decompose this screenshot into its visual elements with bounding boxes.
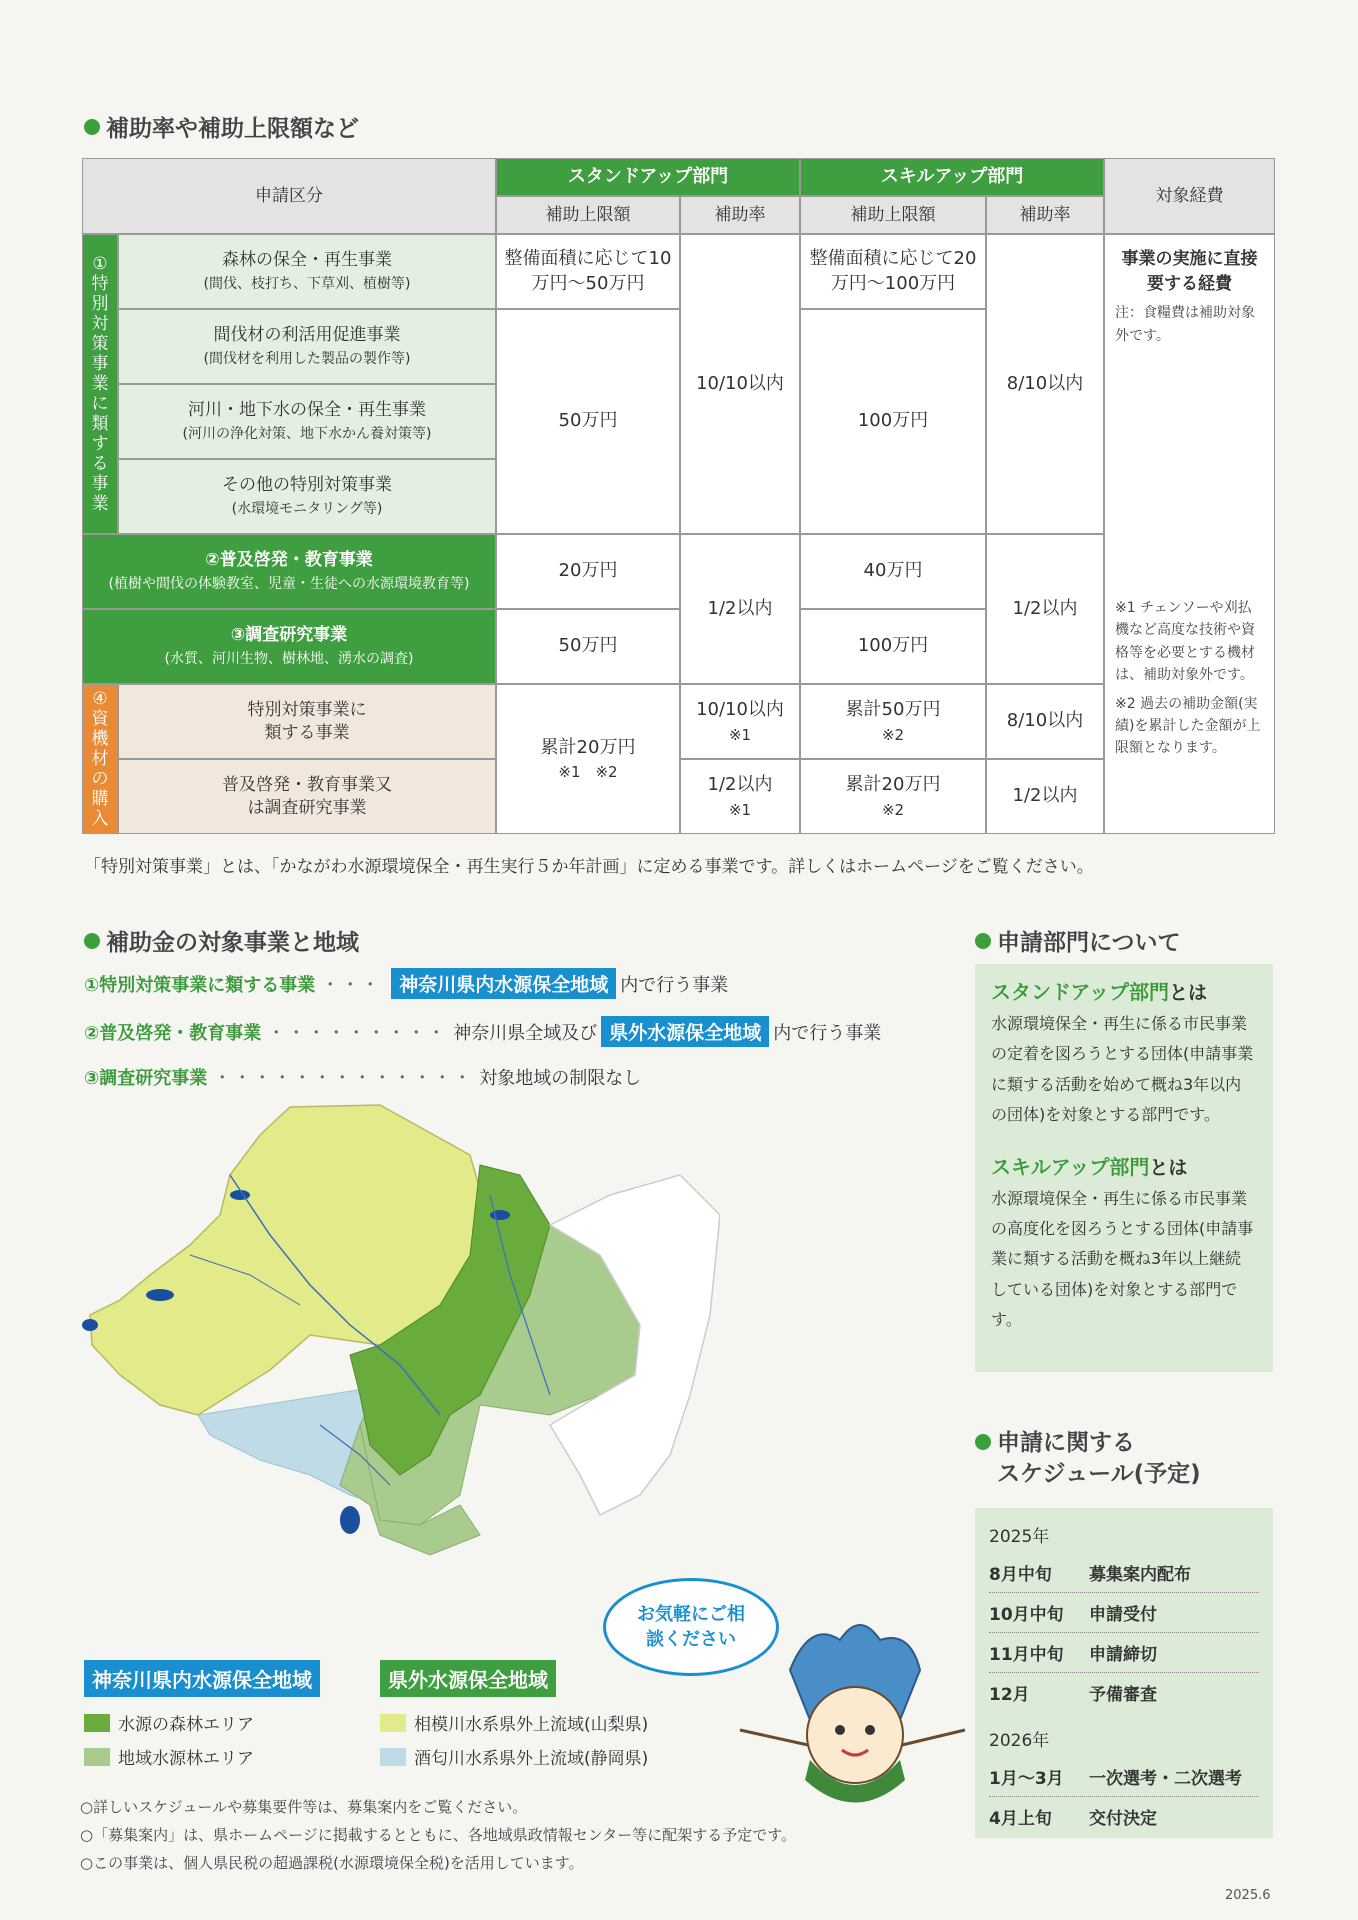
mascot-icon xyxy=(730,1610,970,1810)
section-title-targets: 補助金の対象事業と地域 xyxy=(84,924,359,957)
schedule-row: 1月〜3月 一次選考・二次選考 xyxy=(989,1757,1259,1797)
swatch-forest xyxy=(84,1714,110,1732)
sk-100-limit: 100万円 xyxy=(800,309,986,534)
header-sk-limit: 補助上限額 xyxy=(800,196,986,234)
rate-table xyxy=(82,158,1275,834)
header-su-rate: 補助率 xyxy=(680,196,800,234)
sk-rate-3: 8/10以内 xyxy=(986,684,1104,759)
date-code: 2025.6 xyxy=(1225,1888,1271,1903)
footnote-2: ○「募集案内」は、県ホームページに掲載するとともに、各地域県政情報センター等に配架する予定です。 xyxy=(80,1826,796,1844)
target-line-3: ③調査研究事業 ・・・・・・・・・・・・・ 対象地域の制限なし xyxy=(84,1068,642,1089)
header-standup: スタンドアップ部門 xyxy=(496,158,800,196)
schedule-row: 12月 予備審査 xyxy=(989,1685,1157,1705)
su-rate-1: 10/10以内 xyxy=(680,234,800,534)
header-expense: 対象経費 xyxy=(1104,158,1275,234)
group4-label: ④ 資 機 材 の 購 入 xyxy=(82,684,118,834)
su-rate-4: 1/2以内 ※1 xyxy=(680,759,800,834)
footnote-1: ○詳しいスケジュールや募集要件等は、募集案内をご覧ください。 xyxy=(80,1798,528,1816)
su-20-limit: 20万円 xyxy=(496,534,680,609)
row-equip-edu: 普及啓発・教育事業又 は調査研究事業 xyxy=(118,759,496,834)
region-badge: 神奈川県内水源保全地域 xyxy=(391,968,616,999)
group1-label: ① 特 別 対 策 事 業 に 類 す る 事 業 xyxy=(82,234,118,534)
sk-cum2-limit: 累計20万円 ※2 xyxy=(800,759,986,834)
region-badge: 県外水源保全地域 xyxy=(601,1016,769,1047)
sk-rate-1: 8/10以内 xyxy=(986,234,1104,534)
legend-item-local: 地域水源林エリア xyxy=(84,1744,254,1769)
consult-bubble: お気軽にご相談ください xyxy=(603,1578,779,1676)
section-title-rates: 補助率や補助上限額など xyxy=(84,110,359,143)
schedule-row: 10月中旬 申請受付 xyxy=(989,1593,1259,1633)
header-category: 申請区分 xyxy=(82,158,496,234)
target-line-1: ①特別対策事業に類する事業 ・・・ 神奈川県内水源保全地域 内で行う事業 xyxy=(84,968,728,999)
row-research: ③調査研究事業 (水質、河川生物、樹林地、湧水の調査) xyxy=(82,609,496,684)
dept-box: スタンドアップ部門とは 水源環境保全・再生に係る市民事業の定着を図ろうとする団体(申請事業に類する活動を始めて概ね3年以内の団体)を対象とする部門です。 スキルアップ部門とは 水源環境保全・再生に係る市民事業の高度化を図ろうとする団体(申請事業に類する活動を概ね3年以上継続している団体)を対象とする部門です。 xyxy=(975,964,1273,1372)
bullet-icon xyxy=(84,119,100,135)
legend-item-yamanashi: 相模川水系県外上流域(山梨県) xyxy=(380,1710,648,1735)
su-cum-limit: 累計20万円 ※1 ※2 xyxy=(496,684,680,834)
row-equip-special: 特別対策事業に 類する事業 xyxy=(118,684,496,759)
sk-cum1-limit: 累計50万円 ※2 xyxy=(800,684,986,759)
row-river: 河川・地下水の保全・再生事業 (河川の浄化対策、地下水かん養対策等) xyxy=(118,384,496,459)
legend-in-title: 神奈川県内水源保全地域 xyxy=(84,1660,320,1697)
row-thinning: 間伐材の利活用促進事業 (間伐材を利用した製品の製作等) xyxy=(118,309,496,384)
bullet-icon xyxy=(84,933,100,949)
swatch-local xyxy=(84,1748,110,1766)
su-50b-limit: 50万円 xyxy=(496,609,680,684)
schedule-row: 11月中旬 申請締切 xyxy=(989,1633,1259,1673)
region-map xyxy=(80,1095,720,1655)
target-line-2: ②普及啓発・教育事業 ・・・・・・・・・ 神奈川県全域及び 県外水源保全地域 内で行う事業 xyxy=(84,1016,881,1047)
header-sk-rate: 補助率 xyxy=(986,196,1104,234)
sk-40-limit: 40万円 xyxy=(800,534,986,609)
su-rate-2: 1/2以内 xyxy=(680,534,800,684)
row-education: ②普及啓発・教育事業 (植樹や間伐の体験教室、児童・生徒への水源環境教育等) xyxy=(82,534,496,609)
bullet-icon xyxy=(975,1434,991,1450)
sk-rate-2: 1/2以内 xyxy=(986,534,1104,684)
table-footnote: 「特別対策事業」とは、「かながわ水源環境保全・再生実行５か年計画」に定める事業です。詳しくはホームページをご覧ください。 xyxy=(84,857,1094,877)
swatch-yamanashi xyxy=(380,1714,406,1732)
legend-item-forest: 水源の森林エリア xyxy=(84,1710,254,1735)
row-other: その他の特別対策事業 (水環境モニタリング等) xyxy=(118,459,496,534)
su-50-limit: 50万円 xyxy=(496,309,680,534)
legend-item-shizuoka: 酒匂川水系県外上流域(静岡県) xyxy=(380,1744,648,1769)
su-forest-limit: 整備面積に応じて10万円〜50万円 xyxy=(496,234,680,309)
sk-100b-limit: 100万円 xyxy=(800,609,986,684)
su-rate-3: 10/10以内 ※1 xyxy=(680,684,800,759)
footnote-3: ○この事業は、個人県民税の超過課税(水源環境保全税)を活用しています。 xyxy=(80,1854,584,1872)
schedule-row: 4月上旬 交付決定 xyxy=(989,1809,1157,1829)
expense-cell: 事業の実施に直接要する経費 注：食糧費は補助対象外です。 ※1 チェンソーや刈払機など高度な技術や資格等を必要とする機材は、補助対象外です。 ※2 過去の補助金額(実績)を累計した金額が上限額となります。 xyxy=(1104,234,1275,834)
sk-forest-limit: 整備面積に応じて20万円〜100万円 xyxy=(800,234,986,309)
row-forest: 森林の保全・再生事業 (間伐、枝打ち、下草刈、植樹等) xyxy=(118,234,496,309)
bullet-icon xyxy=(975,933,991,949)
section-title-dept: 申請部門について xyxy=(975,924,1181,957)
schedule-box: 2025年 8月中旬 募集案内配布 10月中旬 申請受付 11月中旬 申請締切 12月 予備審査 2026年 1月〜3月 一次選考・二次選考 4月上旬 交付決定 xyxy=(975,1508,1273,1838)
sk-rate-4: 1/2以内 xyxy=(986,759,1104,834)
legend-out-title: 県外水源保全地域 xyxy=(380,1660,556,1697)
header-skillup: スキルアップ部門 xyxy=(800,158,1104,196)
swatch-shizuoka xyxy=(380,1748,406,1766)
header-su-limit: 補助上限額 xyxy=(496,196,680,234)
schedule-row: 8月中旬 募集案内配布 xyxy=(989,1553,1259,1593)
section-title-schedule: 申請に関する スケジュール(予定) xyxy=(975,1428,1201,1490)
